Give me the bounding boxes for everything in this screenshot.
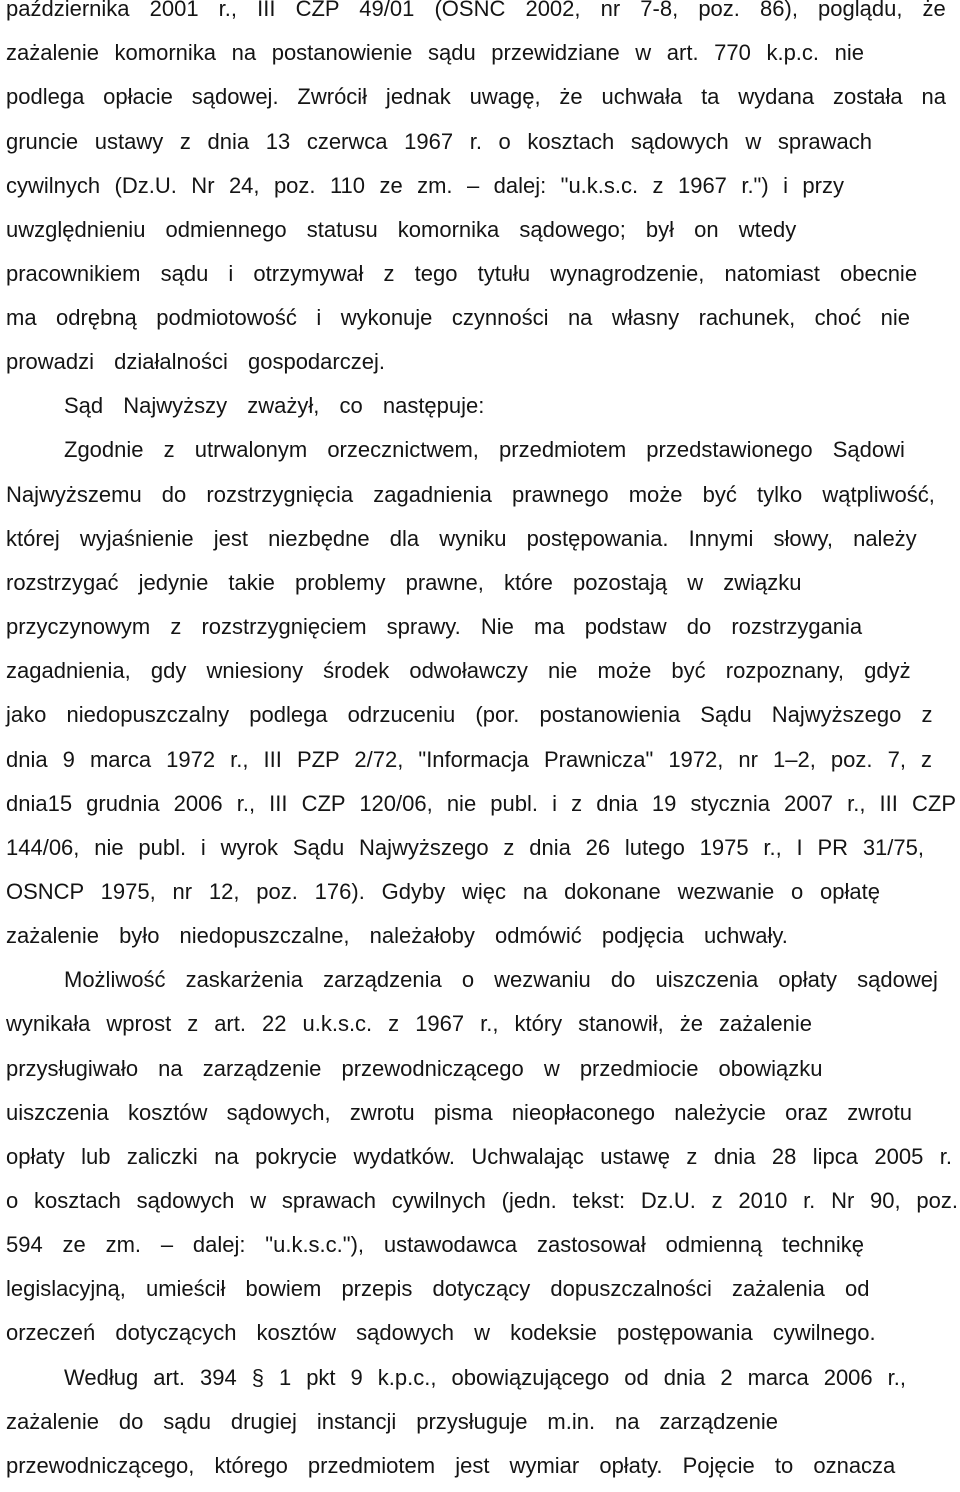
- text-line: Zgodnie z utrwalonym orzecznictwem, przedmiotem przedstawionego Sądowi: [64, 437, 905, 462]
- text-line: podlega opłacie sądowej. Zwrócił jednak uwagę, że uchwała ta wydana została na: [6, 84, 946, 109]
- text-line: zażalenie komornika na postanowienie sądu przewidziane w art. 770 k.p.c. nie: [6, 40, 864, 65]
- text-line: Najwyższemu do rozstrzygnięcia zagadnienia prawnego może być tylko wątpliwość,: [6, 482, 935, 507]
- section-heading: Sąd Najwyższy zważył, co następuje:: [64, 393, 485, 418]
- text-line: opłaty lub zaliczki na pokrycie wydatków. Uchwalając ustawę z dnia 28 lipca 2005 r.: [6, 1144, 952, 1169]
- text-line: rozstrzygać jedynie takie problemy prawne, które pozostają w związku: [6, 570, 802, 595]
- text-line: Możliwość zaskarżenia zarządzenia o wezwaniu do uiszczenia opłaty sądowej: [64, 967, 938, 992]
- text-line: października 2001 r., III CZP 49/01 (OSNC 2002, nr 7-8, poz. 86), poglądu, że: [6, 0, 946, 21]
- text-line: przewodniczącego, którego przedmiotem jest wymiar opłaty. Pojęcie to oznacza: [6, 1453, 896, 1478]
- text-line: 144/06, nie publ. i wyrok Sądu Najwyższego z dnia 26 lutego 1975 r., I PR 31/75,: [6, 835, 924, 860]
- text-line: jako niedopuszczalny podlega odrzuceniu (por. postanowienia Sądu Najwyższego z: [6, 702, 933, 727]
- text-line: OSNCP 1975, nr 12, poz. 176). Gdyby więc na dokonane wezwanie o opłatę: [6, 879, 880, 904]
- text-line: ma odrębną podmiotowość i wykonuje czynności na własny rachunek, choć nie: [6, 305, 910, 330]
- text-line: przysługiwało na zarządzenie przewodniczącego w przedmiocie obowiązku: [6, 1056, 823, 1081]
- text-line: prowadzi działalności gospodarczej.: [6, 349, 385, 374]
- text-line: legislacyjną, umieścił bowiem przepis dotyczący dopuszczalności zażalenia od: [6, 1276, 870, 1301]
- text-line: o kosztach sądowych w sprawach cywilnych (jedn. tekst: Dz.U. z 2010 r. Nr 90, poz.: [6, 1188, 958, 1213]
- text-line: 594 ze zm. – dalej: "u.k.s.c."), ustawodawca zastosował odmienną technikę: [6, 1232, 864, 1257]
- text-line: cywilnych (Dz.U. Nr 24, poz. 110 ze zm. – dalej: "u.k.s.c. z 1967 r.") i przy: [6, 173, 844, 198]
- text-line: wynikała wprost z art. 22 u.k.s.c. z 1967 r., który stanowił, że zażalenie: [6, 1011, 812, 1036]
- text-line: dnia15 grudnia 2006 r., III CZP 120/06, nie publ. i z dnia 19 stycznia 2007 r., III CZP: [6, 791, 956, 816]
- text-line: gruncie ustawy z dnia 13 czerwca 1967 r. o kosztach sądowych w sprawach: [6, 129, 872, 154]
- text-line: zagadnienia, gdy wniesiony środek odwoławczy nie może być rozpoznany, gdyż: [6, 658, 911, 683]
- text-line: dnia 9 marca 1972 r., III PZP 2/72, "Informacja Prawnicza" 1972, nr 1–2, poz. 7, z: [6, 747, 932, 772]
- text-line: której wyjaśnienie jest niezbędne dla wyniku postępowania. Innymi słowy, należy: [6, 526, 917, 551]
- text-line: uwzględnieniu odmiennego statusu komornika sądowego; był on wtedy: [6, 217, 797, 242]
- text-line: przyczynowym z rozstrzygnięciem sprawy. Nie ma podstaw do rozstrzygania: [6, 614, 863, 639]
- text-line: zażalenie było niedopuszczalne, należałoby odmówić podjęcia uchwały.: [6, 923, 788, 948]
- text-line: uiszczenia kosztów sądowych, zwrotu pisma nieopłaconego należycie oraz zwrotu: [6, 1100, 912, 1125]
- text-line: orzeczeń dotyczących kosztów sądowych w kodeksie postępowania cywilnego.: [6, 1320, 876, 1345]
- text-line: Według art. 394 § 1 pkt 9 k.p.c., obowiązującego od dnia 2 marca 2006 r.,: [64, 1365, 906, 1390]
- text-line: pracownikiem sądu i otrzymywał z tego tytułu wynagrodzenie, natomiast obecnie: [6, 261, 918, 286]
- text-line: zażalenie do sądu drugiej instancji przysługuje m.in. na zarządzenie: [6, 1409, 778, 1434]
